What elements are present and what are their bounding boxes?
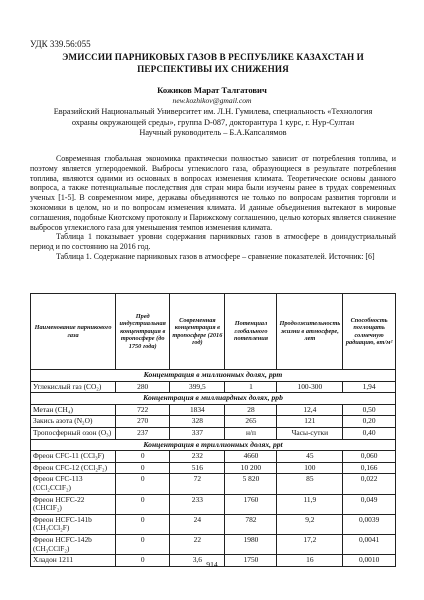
table-cell: 782	[225, 514, 277, 534]
table-cell: 0,50	[343, 404, 396, 416]
table-cell: н/п	[225, 427, 277, 439]
table-cell: 265	[225, 416, 277, 428]
gas-name-cell: Метан (CH₄)	[31, 404, 116, 416]
table-cell: 1834	[170, 404, 225, 416]
table-section-row	[31, 439, 396, 451]
gas-name-cell: Фреон HCFC-142b (CH₃CClF₂)	[31, 534, 116, 554]
page-number: 914	[206, 560, 218, 569]
table-cell: 1760	[225, 494, 277, 514]
gas-name-cell: Фреон CFC-12 (CCl₂F₂)	[31, 462, 116, 474]
table-cell: 722	[116, 404, 170, 416]
header-cell: Продолжительность жизни в атмосфере, лет	[277, 294, 343, 370]
table-cell: 3,6	[170, 555, 225, 567]
table-cell: 16	[277, 555, 343, 567]
gas-name-cell: Хладон 1211	[31, 555, 116, 567]
table-cell: 0	[116, 514, 170, 534]
affiliation-line: Евразийский Национальный Университет им. Л.Н. Гумилева, специальность «Технология	[53, 107, 373, 116]
header-cell: Потенциал глобального потепления	[225, 294, 277, 370]
table-cell: 270	[116, 416, 170, 428]
table-cell: Часы-сутки	[277, 427, 343, 439]
table-cell: 0,060	[343, 451, 396, 463]
udk-code: УДК 339.56:055	[30, 39, 91, 49]
paragraph: Таблица 1 показывает уровни содержания парниковых газов в атмосфере в доиндустриальный период и по состоянию на 2016 год.	[30, 232, 396, 252]
section-title: Концентрация в миллионных долях, ppm	[31, 370, 396, 382]
table-row	[31, 514, 396, 534]
table-cell: 0,20	[343, 416, 396, 428]
table-row	[31, 494, 396, 514]
table-section-row	[31, 393, 396, 405]
table-cell: 399,5	[170, 381, 225, 393]
table-row	[31, 451, 396, 463]
gas-name-cell: Углекислый газ (CO₂)	[31, 381, 116, 393]
table-row	[31, 416, 396, 428]
table-cell: 28	[225, 404, 277, 416]
table-row	[31, 474, 396, 494]
table-cell: 337	[170, 427, 225, 439]
table-cell: 85	[277, 474, 343, 494]
greenhouse-gas-table	[30, 293, 396, 567]
table-cell: 1980	[225, 534, 277, 554]
table-caption: Таблица 1. Содержание парниковых газов в атмосфере – сравнение показателей. Источник: [6]	[56, 251, 375, 261]
affiliation-line: охраны окружающей среды», группа D-087, докторантура 1 курс, г. Нур-Султан	[71, 117, 355, 127]
table-cell: 0	[116, 451, 170, 463]
table-header-row	[31, 294, 396, 370]
table-cell: 0	[116, 555, 170, 567]
table-cell: 280	[116, 381, 170, 393]
table-cell: 45	[277, 451, 343, 463]
table-cell: 121	[277, 416, 343, 428]
table-cell: 1	[225, 381, 277, 393]
header-cell: Современная концентрация в тропосфере (2016 год)	[170, 294, 225, 370]
gas-name-cell: Закись азота (N₂O)	[31, 416, 116, 428]
table-cell: 1750	[225, 555, 277, 567]
table-row	[31, 534, 396, 554]
table-cell: 0	[116, 494, 170, 514]
table-cell: 72	[170, 474, 225, 494]
table-cell: 237	[116, 427, 170, 439]
header-cell: Пред индустриальная концентрация в тропосфере (до 1750 года)	[116, 294, 170, 370]
table-cell: 0,049	[343, 494, 396, 514]
gas-name-cell: Тропосферный озон (O₃)	[31, 427, 116, 439]
gas-name-cell: Фреон CFC-11 (CCl₃F)	[31, 451, 116, 463]
table-row	[31, 404, 396, 416]
section-title: Концентрация в миллиардных долях, ppb	[31, 393, 396, 405]
header-cell: Способность поглощать солнечную радиацию, вт/м²	[343, 294, 396, 370]
table-cell: 5 820	[225, 474, 277, 494]
header-cell: Наименование парникового газа	[31, 294, 116, 370]
table-cell: 9,2	[277, 514, 343, 534]
table-cell: 0,0039	[343, 514, 396, 534]
table-cell: 1,94	[343, 381, 396, 393]
table-cell: 17,2	[277, 534, 343, 554]
table-cell: 11,9	[277, 494, 343, 514]
table-cell: 0,022	[343, 474, 396, 494]
table-cell: 0,0010	[343, 555, 396, 567]
affiliation	[30, 107, 396, 139]
table-cell: 233	[170, 494, 225, 514]
gas-name-cell: Фреон HCFC-141b (CH₃CCl₂F)	[31, 514, 116, 534]
paragraph: Современная глобальная экономика практически полностью зависит от потребления топлива, и поэтому является углеродоемкой. Выбросы углекислого газа, образующиеся в результате потребления топлива, являются одними из основных в вопросах изменения климата. Теоретические основы данного вопроса, а также потенциальные последствия для стран мира были изучены ранее в трудах современных ученых [1-5]. В современном мире, державы объединяются не только по вопросам развития торговли и экономики в целом, но и по вопросам изменения климата. И данные объединения вытекают в мировые соглашения, подобные Киотскому протоколу и Парижскому соглашению, целью которых является снижение выбросов углекислого газа для уменьшения темпов изменения климата.	[30, 154, 396, 232]
table-cell: 0,166	[343, 462, 396, 474]
table-cell: 232	[170, 451, 225, 463]
table-cell: 100-300	[277, 381, 343, 393]
author-name: Кожиков Марат Талгатович	[157, 85, 267, 95]
table-cell: 328	[170, 416, 225, 428]
supervisor-line: Научный руководитель – Б.А.Капсалямов	[139, 128, 287, 138]
table-cell: 516	[170, 462, 225, 474]
body-text	[30, 154, 396, 262]
table-row	[31, 427, 396, 439]
table-row	[31, 462, 396, 474]
table-cell: 10 200	[225, 462, 277, 474]
table-cell: 0	[116, 474, 170, 494]
table-cell: 24	[170, 514, 225, 534]
table-cell: 0	[116, 462, 170, 474]
table-row	[31, 381, 396, 393]
table-section-row	[31, 370, 396, 382]
author-email: new.kozhikov@gmail.com	[172, 96, 252, 105]
table-cell: 0,40	[343, 427, 396, 439]
gas-name-cell: Фреон CFC-113 (CCl₂CClF₂)	[31, 474, 116, 494]
table-cell: 0,0041	[343, 534, 396, 554]
table-body	[31, 370, 396, 567]
table-cell: 4660	[225, 451, 277, 463]
table-cell: 22	[170, 534, 225, 554]
table-cell: 0	[116, 534, 170, 554]
table-cell: 100	[277, 462, 343, 474]
table-cell: 12,4	[277, 404, 343, 416]
gas-name-cell: Фреон HCFC-22 (CHClF₂)	[31, 494, 116, 514]
section-title: Концентрация в триллионных долях, ppt	[31, 439, 396, 451]
paper-title: ЭМИССИИ ПАРНИКОВЫХ ГАЗОВ В РЕСПУБЛИКЕ КАЗАХСТАН И ПЕРСПЕКТИВЫ ИХ СНИЖЕНИЯ	[62, 52, 364, 74]
